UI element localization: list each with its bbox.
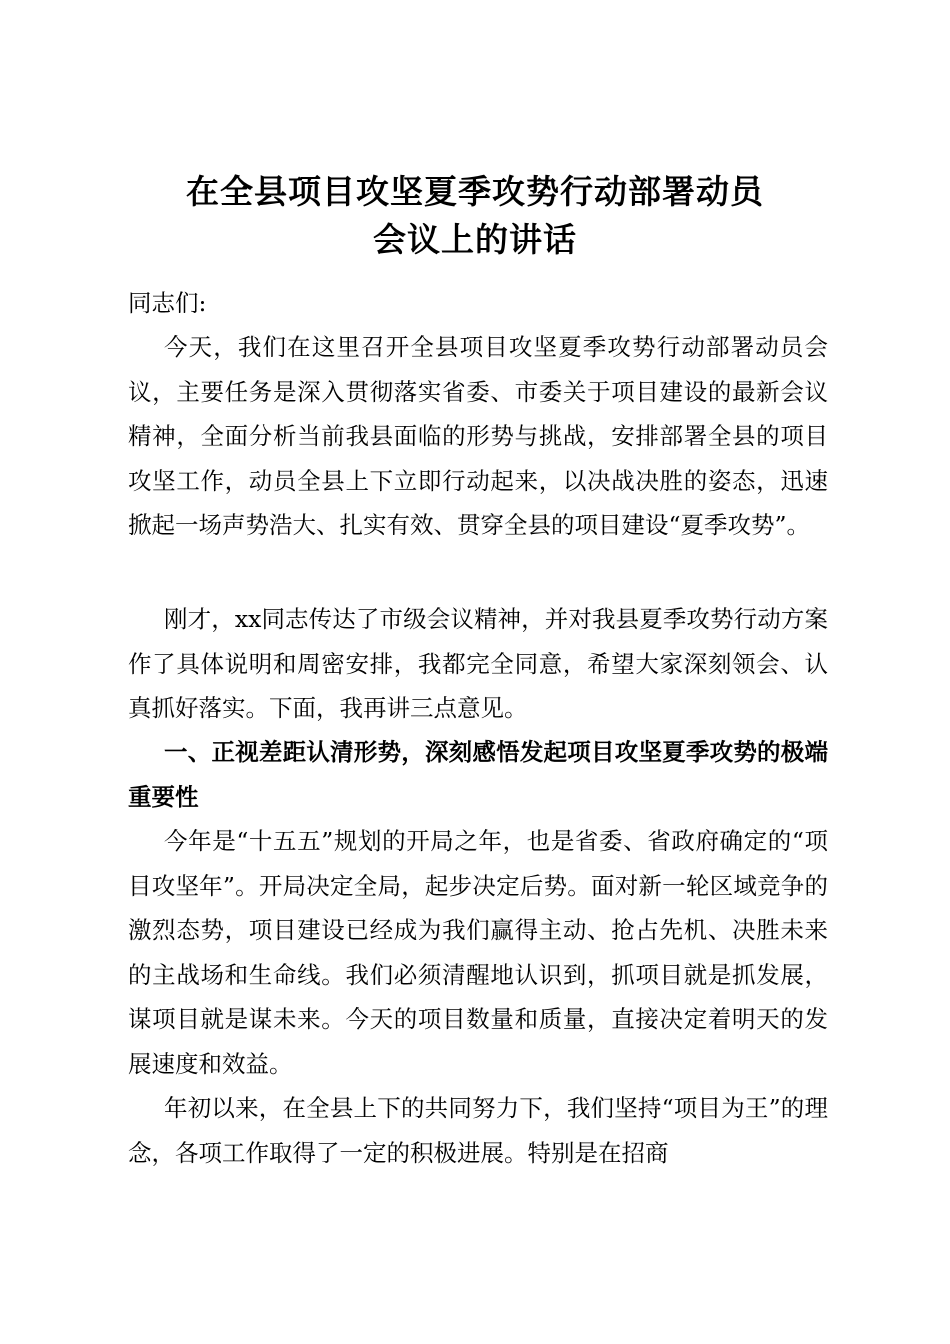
salutation: 同志们: bbox=[128, 289, 207, 317]
section-heading-1: 一、正视差距认清形势，深刻感悟发起项目攻坚夏季攻势的极端重要性 bbox=[128, 738, 828, 811]
document-title-line-2: 会议上的讲话 bbox=[373, 220, 577, 259]
paragraph-section-2: 年初以来，在全县上下的共同努力下，我们坚持“项目为王”的理念，各项工作取得了一定的积极进展。特别是在招商 bbox=[128, 1094, 828, 1167]
document-title-line-1: 在全县项目攻坚夏季攻势行动部署动员 bbox=[186, 172, 764, 211]
paragraph-remarks: 刚才，xx同志传达了市级会议精神，并对我县夏季攻势行动方案作了具体说明和周密安排，我都完全同意，希望大家深刻领会、认真抓好落实。下面，我再讲三点意见。 bbox=[128, 605, 828, 723]
paragraph-opening: 今天，我们在这里召开全县项目攻坚夏季攻势行动部署动员会议，主要任务是深入贯彻落实省委、市委关于项目建设的最新会议精神，全面分析当前我县面临的形势与挑战，安排部署全县的项目攻坚工作，动员全县上下立即行动起来，以决战决胜的姿态，迅速掀起一场声势浩大、扎实有效、贯穿全县的项目建设“夏季攻势”。 bbox=[128, 333, 828, 540]
paragraph-section-1: 今年是“十五五”规划的开局之年，也是省委、省政府确定的“项目攻坚年”。开局决定全局，起步决定后势。面对新一轮区域竞争的激烈态势，项目建设已经成为我们赢得主动、抢占先机、决胜未来的主战场和生命线。我们必须清醒地认识到，抓项目就是抓发展，谋项目就是谋未来。今天的项目数量和质量，直接决定着明天的发展速度和效益。 bbox=[128, 827, 828, 1078]
